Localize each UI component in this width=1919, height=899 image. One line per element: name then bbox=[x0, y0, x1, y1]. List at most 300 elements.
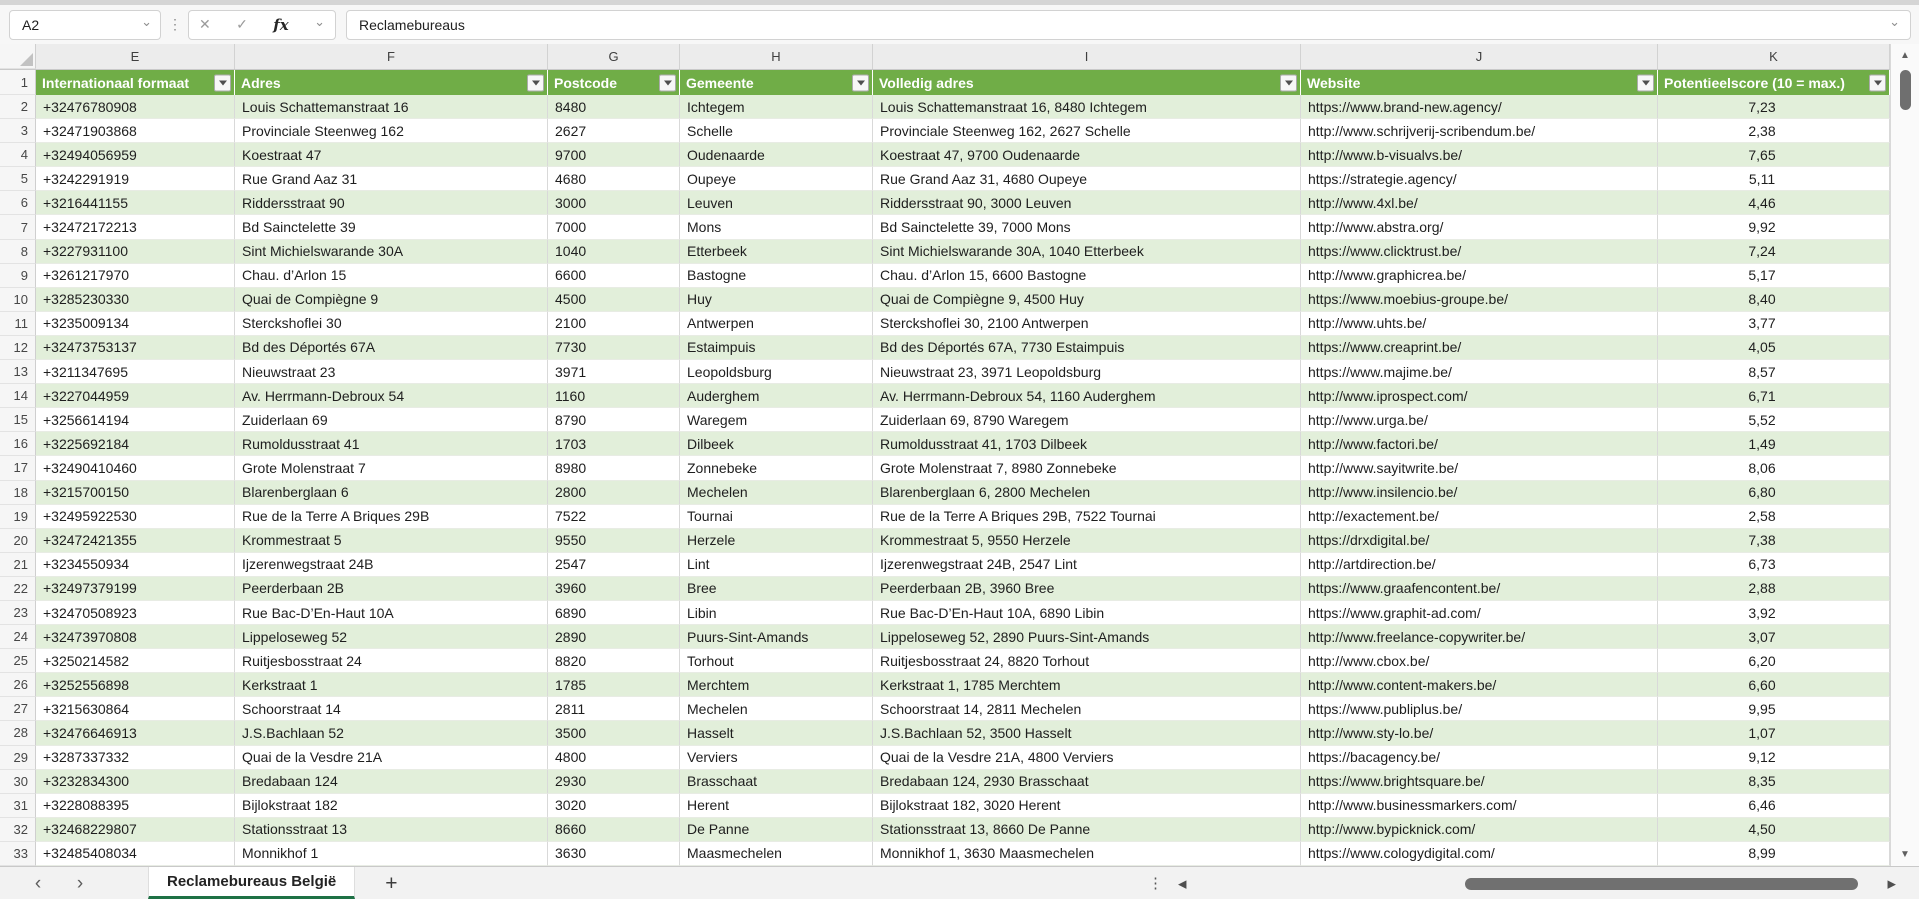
cell-i[interactable]: Sterckshoflei 30, 2100 Antwerpen bbox=[873, 312, 1301, 336]
cell-g[interactable]: 4680 bbox=[548, 167, 680, 191]
cell-k[interactable]: 6,20 bbox=[1658, 649, 1890, 673]
cell-k[interactable]: 9,12 bbox=[1658, 746, 1890, 770]
cell-j[interactable]: http://www.bypicknick.com/ bbox=[1301, 818, 1658, 842]
cell-k[interactable]: 4,05 bbox=[1658, 336, 1890, 360]
cell-e[interactable]: +3235009134 bbox=[36, 312, 235, 336]
cell-g[interactable]: 3500 bbox=[548, 721, 680, 745]
cell-f[interactable]: Sint Michielswarande 30A bbox=[235, 240, 548, 264]
filter-button[interactable] bbox=[527, 74, 544, 91]
cell-e[interactable]: +3211347695 bbox=[36, 360, 235, 384]
cell-i[interactable]: Koestraat 47, 9700 Oudenaarde bbox=[873, 143, 1301, 167]
cell-e[interactable]: +3225692184 bbox=[36, 432, 235, 456]
cell-h[interactable]: Bastogne bbox=[680, 264, 873, 288]
cell-j[interactable]: http://www.uhts.be/ bbox=[1301, 312, 1658, 336]
cell-j[interactable]: http://www.factori.be/ bbox=[1301, 432, 1658, 456]
row-number[interactable]: 3 bbox=[0, 119, 36, 143]
vertical-scroll-thumb[interactable] bbox=[1900, 70, 1911, 110]
cell-i[interactable]: Rue Bac-D’En-Haut 10A, 6890 Libin bbox=[873, 601, 1301, 625]
vertical-scrollbar[interactable] bbox=[1890, 44, 1919, 866]
cell-h[interactable]: Verviers bbox=[680, 746, 873, 770]
cell-i[interactable]: Bijlokstraat 182, 3020 Herent bbox=[873, 794, 1301, 818]
cell-i[interactable]: Schoorstraat 14, 2811 Mechelen bbox=[873, 697, 1301, 721]
cell-k[interactable]: 2,58 bbox=[1658, 505, 1890, 529]
cell-k[interactable]: 7,24 bbox=[1658, 240, 1890, 264]
cell-f[interactable]: J.S.Bachlaan 52 bbox=[235, 721, 548, 745]
cell-i[interactable]: Nieuwstraat 23, 3971 Leopoldsburg bbox=[873, 360, 1301, 384]
cell-j[interactable]: http://www.insilencio.be/ bbox=[1301, 481, 1658, 505]
cell-j[interactable]: http://www.businessmarkers.com/ bbox=[1301, 794, 1658, 818]
cell-k[interactable]: 5,52 bbox=[1658, 408, 1890, 432]
cell-k[interactable]: 8,99 bbox=[1658, 842, 1890, 866]
cell-j[interactable]: https://drxdigital.be/ bbox=[1301, 529, 1658, 553]
cell-f[interactable]: Lippeloseweg 52 bbox=[235, 625, 548, 649]
cell-f[interactable]: Grote Molenstraat 7 bbox=[235, 456, 548, 480]
cell-k[interactable]: 6,71 bbox=[1658, 384, 1890, 408]
cell-i[interactable]: Louis Schattemanstraat 16, 8480 Ichtegem bbox=[873, 95, 1301, 119]
sheet-nav-left-icon[interactable]: ‹ bbox=[34, 872, 42, 894]
cell-e[interactable]: +3215630864 bbox=[36, 697, 235, 721]
cell-e[interactable]: +32494056959 bbox=[36, 143, 235, 167]
cell-g[interactable]: 8480 bbox=[548, 95, 680, 119]
cell-k[interactable]: 6,60 bbox=[1658, 673, 1890, 697]
cell-k[interactable]: 9,95 bbox=[1658, 697, 1890, 721]
cell-k[interactable]: 7,65 bbox=[1658, 143, 1890, 167]
row-number[interactable]: 25 bbox=[0, 649, 36, 673]
cell-f[interactable]: Bijlokstraat 182 bbox=[235, 794, 548, 818]
cell-h[interactable]: De Panne bbox=[680, 818, 873, 842]
cell-g[interactable]: 3020 bbox=[548, 794, 680, 818]
row-number[interactable]: 9 bbox=[0, 264, 36, 288]
cell-e[interactable]: +32476780908 bbox=[36, 95, 235, 119]
cell-f[interactable]: Quai de Compiègne 9 bbox=[235, 288, 548, 312]
cell-g[interactable]: 2800 bbox=[548, 481, 680, 505]
function-dropdown-icon[interactable]: ⌄ bbox=[314, 13, 325, 29]
cell-g[interactable]: 6890 bbox=[548, 601, 680, 625]
cell-i[interactable]: Bd Sainctelette 39, 7000 Mons bbox=[873, 215, 1301, 239]
cell-e[interactable]: +3234550934 bbox=[36, 553, 235, 577]
column-letter-e[interactable]: E bbox=[36, 44, 235, 69]
column-letter-j[interactable]: J bbox=[1301, 44, 1658, 69]
cell-g[interactable]: 7522 bbox=[548, 505, 680, 529]
cell-h[interactable]: Mons bbox=[680, 215, 873, 239]
cell-g[interactable]: 4800 bbox=[548, 746, 680, 770]
cell-j[interactable]: http://www.freelance-copywriter.be/ bbox=[1301, 625, 1658, 649]
cell-j[interactable]: http://www.urga.be/ bbox=[1301, 408, 1658, 432]
row-number[interactable]: 27 bbox=[0, 697, 36, 721]
cell-g[interactable]: 1040 bbox=[548, 240, 680, 264]
cell-i[interactable]: Ijzerenwegstraat 24B, 2547 Lint bbox=[873, 553, 1301, 577]
cell-k[interactable]: 7,23 bbox=[1658, 95, 1890, 119]
row-number[interactable]: 11 bbox=[0, 312, 36, 336]
cell-f[interactable]: Chau. d’Arlon 15 bbox=[235, 264, 548, 288]
cell-h[interactable]: Etterbeek bbox=[680, 240, 873, 264]
cell-f[interactable]: Louis Schattemanstraat 16 bbox=[235, 95, 548, 119]
cell-h[interactable]: Estaimpuis bbox=[680, 336, 873, 360]
cell-k[interactable]: 8,57 bbox=[1658, 360, 1890, 384]
cell-f[interactable]: Zuiderlaan 69 bbox=[235, 408, 548, 432]
filter-button[interactable] bbox=[659, 74, 676, 91]
cell-h[interactable]: Oudenaarde bbox=[680, 143, 873, 167]
cell-i[interactable]: Rumoldusstraat 41, 1703 Dilbeek bbox=[873, 432, 1301, 456]
cell-e[interactable]: +32476646913 bbox=[36, 721, 235, 745]
cell-g[interactable]: 8660 bbox=[548, 818, 680, 842]
cell-h[interactable]: Oupeye bbox=[680, 167, 873, 191]
cell-f[interactable]: Blarenberglaan 6 bbox=[235, 481, 548, 505]
cell-i[interactable]: Sint Michielswarande 30A, 1040 Etterbeek bbox=[873, 240, 1301, 264]
cell-h[interactable]: Mechelen bbox=[680, 481, 873, 505]
cell-i[interactable]: Zuiderlaan 69, 8790 Waregem bbox=[873, 408, 1301, 432]
cell-g[interactable]: 2627 bbox=[548, 119, 680, 143]
cell-i[interactable]: Rue Grand Aaz 31, 4680 Oupeye bbox=[873, 167, 1301, 191]
cell-i[interactable]: Rue de la Terre A Briques 29B, 7522 Tournai bbox=[873, 505, 1301, 529]
row-number[interactable]: 15 bbox=[0, 408, 36, 432]
cell-i[interactable]: Kerkstraat 1, 1785 Merchtem bbox=[873, 673, 1301, 697]
cell-h[interactable]: Torhout bbox=[680, 649, 873, 673]
cell-g[interactable]: 8820 bbox=[548, 649, 680, 673]
cell-g[interactable]: 7000 bbox=[548, 215, 680, 239]
cell-e[interactable]: +32495922530 bbox=[36, 505, 235, 529]
cell-g[interactable]: 2100 bbox=[548, 312, 680, 336]
row-number[interactable]: 5 bbox=[0, 167, 36, 191]
cell-e[interactable]: +32497379199 bbox=[36, 577, 235, 601]
sheet-nav-right-icon[interactable]: › bbox=[76, 872, 84, 894]
cell-g[interactable]: 3960 bbox=[548, 577, 680, 601]
cell-h[interactable]: Schelle bbox=[680, 119, 873, 143]
cell-i[interactable]: J.S.Bachlaan 52, 3500 Hasselt bbox=[873, 721, 1301, 745]
cell-e[interactable]: +3215700150 bbox=[36, 481, 235, 505]
cell-g[interactable]: 3000 bbox=[548, 191, 680, 215]
cell-k[interactable]: 8,06 bbox=[1658, 456, 1890, 480]
cell-h[interactable]: Lint bbox=[680, 553, 873, 577]
column-letter-i[interactable]: I bbox=[873, 44, 1301, 69]
cell-e[interactable]: +3242291919 bbox=[36, 167, 235, 191]
cell-i[interactable]: Blarenberglaan 6, 2800 Mechelen bbox=[873, 481, 1301, 505]
cell-k[interactable]: 4,46 bbox=[1658, 191, 1890, 215]
cell-k[interactable]: 1,49 bbox=[1658, 432, 1890, 456]
header-cell-k[interactable] bbox=[1658, 70, 1890, 95]
formula-expand-icon[interactable]: ⌄ bbox=[1889, 13, 1900, 29]
cell-g[interactable]: 1703 bbox=[548, 432, 680, 456]
cell-h[interactable]: Maasmechelen bbox=[680, 842, 873, 866]
cell-k[interactable]: 6,46 bbox=[1658, 794, 1890, 818]
cell-h[interactable]: Waregem bbox=[680, 408, 873, 432]
cell-f[interactable]: Ruitjesbosstraat 24 bbox=[235, 649, 548, 673]
cell-g[interactable]: 8980 bbox=[548, 456, 680, 480]
row-number[interactable]: 30 bbox=[0, 770, 36, 794]
cell-h[interactable]: Auderghem bbox=[680, 384, 873, 408]
header-cell-h[interactable] bbox=[680, 70, 873, 95]
header-cell-f[interactable] bbox=[235, 70, 548, 95]
cell-k[interactable]: 2,38 bbox=[1658, 119, 1890, 143]
header-cell-g[interactable] bbox=[548, 70, 680, 95]
cell-j[interactable]: https://www.moebius-groupe.be/ bbox=[1301, 288, 1658, 312]
cell-k[interactable]: 1,07 bbox=[1658, 721, 1890, 745]
cell-h[interactable]: Hasselt bbox=[680, 721, 873, 745]
cell-e[interactable]: +3227931100 bbox=[36, 240, 235, 264]
row-number[interactable]: 8 bbox=[0, 240, 36, 264]
row-number[interactable]: 28 bbox=[0, 721, 36, 745]
cell-j[interactable]: http://www.cbox.be/ bbox=[1301, 649, 1658, 673]
row-number[interactable]: 6 bbox=[0, 191, 36, 215]
cell-h[interactable]: Leuven bbox=[680, 191, 873, 215]
row-number[interactable]: 14 bbox=[0, 384, 36, 408]
cell-e[interactable]: +3285230330 bbox=[36, 288, 235, 312]
cell-f[interactable]: Schoorstraat 14 bbox=[235, 697, 548, 721]
cell-g[interactable]: 1785 bbox=[548, 673, 680, 697]
filter-button[interactable] bbox=[1869, 74, 1886, 91]
cell-h[interactable]: Tournai bbox=[680, 505, 873, 529]
cell-j[interactable]: http://www.content-makers.be/ bbox=[1301, 673, 1658, 697]
cell-g[interactable]: 9550 bbox=[548, 529, 680, 553]
cell-e[interactable]: +3261217970 bbox=[36, 264, 235, 288]
cell-h[interactable]: Antwerpen bbox=[680, 312, 873, 336]
cell-f[interactable]: Krommestraat 5 bbox=[235, 529, 548, 553]
cell-e[interactable]: +32472172213 bbox=[36, 215, 235, 239]
cell-h[interactable]: Herent bbox=[680, 794, 873, 818]
cell-i[interactable]: Riddersstraat 90, 3000 Leuven bbox=[873, 191, 1301, 215]
cell-f[interactable]: Bd Sainctelette 39 bbox=[235, 215, 548, 239]
cell-f[interactable]: Bredabaan 124 bbox=[235, 770, 548, 794]
scroll-left-icon[interactable]: ◀ bbox=[1178, 878, 1187, 890]
cell-j[interactable]: http://www.iprospect.com/ bbox=[1301, 384, 1658, 408]
cell-i[interactable]: Monnikhof 1, 3630 Maasmechelen bbox=[873, 842, 1301, 866]
header-cell-i[interactable] bbox=[873, 70, 1301, 95]
cell-f[interactable]: Riddersstraat 90 bbox=[235, 191, 548, 215]
scroll-down-icon[interactable]: ▼ bbox=[1900, 849, 1910, 860]
cancel-icon[interactable]: ✕ bbox=[199, 16, 211, 32]
cell-h[interactable]: Huy bbox=[680, 288, 873, 312]
cell-f[interactable]: Av. Herrmann-Debroux 54 bbox=[235, 384, 548, 408]
row-number[interactable]: 7 bbox=[0, 215, 36, 239]
row-number[interactable]: 29 bbox=[0, 746, 36, 770]
cell-f[interactable]: Monnikhof 1 bbox=[235, 842, 548, 866]
filter-button[interactable] bbox=[852, 74, 869, 91]
cell-h[interactable]: Bree bbox=[680, 577, 873, 601]
row-number[interactable]: 20 bbox=[0, 529, 36, 553]
row-number[interactable]: 2 bbox=[0, 95, 36, 119]
cell-j[interactable]: https://bacagency.be/ bbox=[1301, 746, 1658, 770]
row-number[interactable]: 10 bbox=[0, 288, 36, 312]
cell-e[interactable]: +32473970808 bbox=[36, 625, 235, 649]
cell-j[interactable]: https://www.majime.be/ bbox=[1301, 360, 1658, 384]
cell-i[interactable]: Quai de la Vesdre 21A, 4800 Verviers bbox=[873, 746, 1301, 770]
cell-e[interactable]: +3228088395 bbox=[36, 794, 235, 818]
cell-f[interactable]: Sterckshoflei 30 bbox=[235, 312, 548, 336]
cell-e[interactable]: +3216441155 bbox=[36, 191, 235, 215]
row-number[interactable]: 4 bbox=[0, 143, 36, 167]
cell-e[interactable]: +32473753137 bbox=[36, 336, 235, 360]
cell-e[interactable]: +32470508923 bbox=[36, 601, 235, 625]
row-number[interactable]: 17 bbox=[0, 456, 36, 480]
cell-j[interactable]: https://www.cologydigital.com/ bbox=[1301, 842, 1658, 866]
insert-function-icon[interactable]: fx bbox=[273, 15, 289, 34]
cell-j[interactable]: https://www.clicktrust.be/ bbox=[1301, 240, 1658, 264]
cell-k[interactable]: 6,80 bbox=[1658, 481, 1890, 505]
row-number[interactable]: 31 bbox=[0, 794, 36, 818]
cell-k[interactable]: 5,11 bbox=[1658, 167, 1890, 191]
cell-f[interactable]: Ijzerenwegstraat 24B bbox=[235, 553, 548, 577]
cell-j[interactable]: http://www.sayitwrite.be/ bbox=[1301, 456, 1658, 480]
row-number[interactable]: 26 bbox=[0, 673, 36, 697]
cell-j[interactable]: http://www.schrijverij-scribendum.be/ bbox=[1301, 119, 1658, 143]
add-sheet-button[interactable]: + bbox=[385, 871, 398, 895]
cell-i[interactable]: Stationsstraat 13, 8660 De Panne bbox=[873, 818, 1301, 842]
cell-f[interactable]: Bd des Déportés 67A bbox=[235, 336, 548, 360]
cell-k[interactable]: 5,17 bbox=[1658, 264, 1890, 288]
cell-j[interactable]: http://www.b-visualvs.be/ bbox=[1301, 143, 1658, 167]
cell-h[interactable]: Mechelen bbox=[680, 697, 873, 721]
cell-f[interactable]: Quai de la Vesdre 21A bbox=[235, 746, 548, 770]
cell-k[interactable]: 8,40 bbox=[1658, 288, 1890, 312]
cell-k[interactable]: 6,73 bbox=[1658, 553, 1890, 577]
cell-i[interactable]: Ruitjesbosstraat 24, 8820 Torhout bbox=[873, 649, 1301, 673]
cell-g[interactable]: 2930 bbox=[548, 770, 680, 794]
filter-button[interactable] bbox=[1280, 74, 1297, 91]
cell-j[interactable]: https://www.brand-new.agency/ bbox=[1301, 95, 1658, 119]
row-number[interactable]: 19 bbox=[0, 505, 36, 529]
header-cell-j[interactable] bbox=[1301, 70, 1658, 95]
cell-e[interactable]: +3287337332 bbox=[36, 746, 235, 770]
cell-f[interactable]: Rue Grand Aaz 31 bbox=[235, 167, 548, 191]
cell-i[interactable]: Av. Herrmann-Debroux 54, 1160 Auderghem bbox=[873, 384, 1301, 408]
row-number[interactable]: 12 bbox=[0, 336, 36, 360]
cell-j[interactable]: https://www.publiplus.be/ bbox=[1301, 697, 1658, 721]
cell-g[interactable]: 1160 bbox=[548, 384, 680, 408]
cell-g[interactable]: 3630 bbox=[548, 842, 680, 866]
cell-i[interactable]: Krommestraat 5, 9550 Herzele bbox=[873, 529, 1301, 553]
cell-k[interactable]: 3,92 bbox=[1658, 601, 1890, 625]
row-number[interactable]: 32 bbox=[0, 818, 36, 842]
row-number[interactable]: 21 bbox=[0, 553, 36, 577]
cell-k[interactable]: 8,35 bbox=[1658, 770, 1890, 794]
sheet-tab-active[interactable] bbox=[148, 867, 355, 899]
cell-j[interactable]: http://artdirection.be/ bbox=[1301, 553, 1658, 577]
column-letter-f[interactable]: F bbox=[235, 44, 548, 69]
cell-h[interactable]: Ichtegem bbox=[680, 95, 873, 119]
cell-e[interactable]: +3252556898 bbox=[36, 673, 235, 697]
cell-f[interactable]: Koestraat 47 bbox=[235, 143, 548, 167]
cell-g[interactable]: 2811 bbox=[548, 697, 680, 721]
cell-g[interactable]: 7730 bbox=[548, 336, 680, 360]
cell-h[interactable]: Brasschaat bbox=[680, 770, 873, 794]
cell-g[interactable]: 2890 bbox=[548, 625, 680, 649]
cell-i[interactable]: Lippeloseweg 52, 2890 Puurs-Sint-Amands bbox=[873, 625, 1301, 649]
cell-j[interactable]: http://www.graphicrea.be/ bbox=[1301, 264, 1658, 288]
scroll-right-icon[interactable]: ▶ bbox=[1887, 878, 1896, 890]
cell-j[interactable]: http://www.abstra.org/ bbox=[1301, 215, 1658, 239]
cell-e[interactable]: +3256614194 bbox=[36, 408, 235, 432]
cell-f[interactable]: Provinciale Steenweg 162 bbox=[235, 119, 548, 143]
name-box-dropdown-icon[interactable]: ⌄ bbox=[141, 13, 152, 29]
column-letter-k[interactable]: K bbox=[1658, 44, 1890, 69]
cell-e[interactable]: +32485408034 bbox=[36, 842, 235, 866]
cell-i[interactable]: Provinciale Steenweg 162, 2627 Schelle bbox=[873, 119, 1301, 143]
row-number[interactable]: 22 bbox=[0, 577, 36, 601]
row-number[interactable]: 33 bbox=[0, 842, 36, 866]
cell-h[interactable]: Merchtem bbox=[680, 673, 873, 697]
cell-e[interactable]: +32468229807 bbox=[36, 818, 235, 842]
cell-i[interactable]: Chau. d’Arlon 15, 6600 Bastogne bbox=[873, 264, 1301, 288]
filter-button[interactable] bbox=[214, 74, 231, 91]
cell-j[interactable]: https://www.brightsquare.be/ bbox=[1301, 770, 1658, 794]
row-number[interactable]: 13 bbox=[0, 360, 36, 384]
cell-e[interactable]: +32471903868 bbox=[36, 119, 235, 143]
cell-j[interactable]: http://www.4xl.be/ bbox=[1301, 191, 1658, 215]
cell-f[interactable]: Stationsstraat 13 bbox=[235, 818, 548, 842]
horizontal-scrollbar[interactable] bbox=[1170, 867, 1910, 899]
cell-f[interactable]: Rumoldusstraat 41 bbox=[235, 432, 548, 456]
cell-i[interactable]: Grote Molenstraat 7, 8980 Zonnebeke bbox=[873, 456, 1301, 480]
cell-g[interactable]: 9700 bbox=[548, 143, 680, 167]
row-number[interactable]: 24 bbox=[0, 625, 36, 649]
horizontal-scroll-thumb[interactable] bbox=[1465, 878, 1858, 890]
cell-k[interactable]: 7,38 bbox=[1658, 529, 1890, 553]
cell-g[interactable]: 2547 bbox=[548, 553, 680, 577]
cell-h[interactable]: Puurs-Sint-Amands bbox=[680, 625, 873, 649]
cell-j[interactable]: https://www.creaprint.be/ bbox=[1301, 336, 1658, 360]
cell-f[interactable]: Peerderbaan 2B bbox=[235, 577, 548, 601]
cell-j[interactable]: https://strategie.agency/ bbox=[1301, 167, 1658, 191]
row-number[interactable]: 16 bbox=[0, 432, 36, 456]
cell-e[interactable]: +32472421355 bbox=[36, 529, 235, 553]
column-letter-h[interactable]: H bbox=[680, 44, 873, 69]
row-number[interactable]: 18 bbox=[0, 481, 36, 505]
cell-k[interactable]: 3,07 bbox=[1658, 625, 1890, 649]
cell-e[interactable]: +3250214582 bbox=[36, 649, 235, 673]
cell-f[interactable]: Kerkstraat 1 bbox=[235, 673, 548, 697]
name-box[interactable] bbox=[9, 10, 161, 40]
cell-j[interactable]: http://exactement.be/ bbox=[1301, 505, 1658, 529]
cell-i[interactable]: Bd des Déportés 67A, 7730 Estaimpuis bbox=[873, 336, 1301, 360]
cell-h[interactable]: Leopoldsburg bbox=[680, 360, 873, 384]
cell-k[interactable]: 3,77 bbox=[1658, 312, 1890, 336]
cell-e[interactable]: +3232834300 bbox=[36, 770, 235, 794]
sheet-options-icon[interactable]: ⋮ bbox=[1148, 875, 1163, 892]
cell-j[interactable]: http://www.sty-lo.be/ bbox=[1301, 721, 1658, 745]
column-letter-g[interactable]: G bbox=[548, 44, 680, 69]
filter-button[interactable] bbox=[1637, 74, 1654, 91]
cell-h[interactable]: Libin bbox=[680, 601, 873, 625]
select-all-corner[interactable] bbox=[0, 44, 36, 69]
cell-i[interactable]: Bredabaan 124, 2930 Brasschaat bbox=[873, 770, 1301, 794]
cell-g[interactable]: 3971 bbox=[548, 360, 680, 384]
row-number[interactable]: 1 bbox=[0, 70, 36, 95]
cell-e[interactable]: +32490410460 bbox=[36, 456, 235, 480]
cell-f[interactable]: Rue Bac-D’En-Haut 10A bbox=[235, 601, 548, 625]
confirm-icon[interactable]: ✓ bbox=[236, 16, 248, 32]
cell-k[interactable]: 2,88 bbox=[1658, 577, 1890, 601]
cell-f[interactable]: Nieuwstraat 23 bbox=[235, 360, 548, 384]
cell-k[interactable]: 4,50 bbox=[1658, 818, 1890, 842]
cell-i[interactable]: Peerderbaan 2B, 3960 Bree bbox=[873, 577, 1301, 601]
cell-h[interactable]: Zonnebeke bbox=[680, 456, 873, 480]
cell-j[interactable]: https://www.graphit-ad.com/ bbox=[1301, 601, 1658, 625]
formula-input[interactable] bbox=[346, 10, 1911, 40]
cell-i[interactable]: Quai de Compiègne 9, 4500 Huy bbox=[873, 288, 1301, 312]
header-cell-e[interactable] bbox=[36, 70, 235, 95]
cell-g[interactable]: 8790 bbox=[548, 408, 680, 432]
cell-g[interactable]: 4500 bbox=[548, 288, 680, 312]
cell-g[interactable]: 6600 bbox=[548, 264, 680, 288]
cell-h[interactable]: Dilbeek bbox=[680, 432, 873, 456]
cell-h[interactable]: Herzele bbox=[680, 529, 873, 553]
cell-e[interactable]: +3227044959 bbox=[36, 384, 235, 408]
cell-j[interactable]: https://www.graafencontent.be/ bbox=[1301, 577, 1658, 601]
cell-f[interactable]: Rue de la Terre A Briques 29B bbox=[235, 505, 548, 529]
row-number[interactable]: 23 bbox=[0, 601, 36, 625]
scroll-up-icon[interactable]: ▲ bbox=[1900, 50, 1910, 61]
cell-k[interactable]: 9,92 bbox=[1658, 215, 1890, 239]
